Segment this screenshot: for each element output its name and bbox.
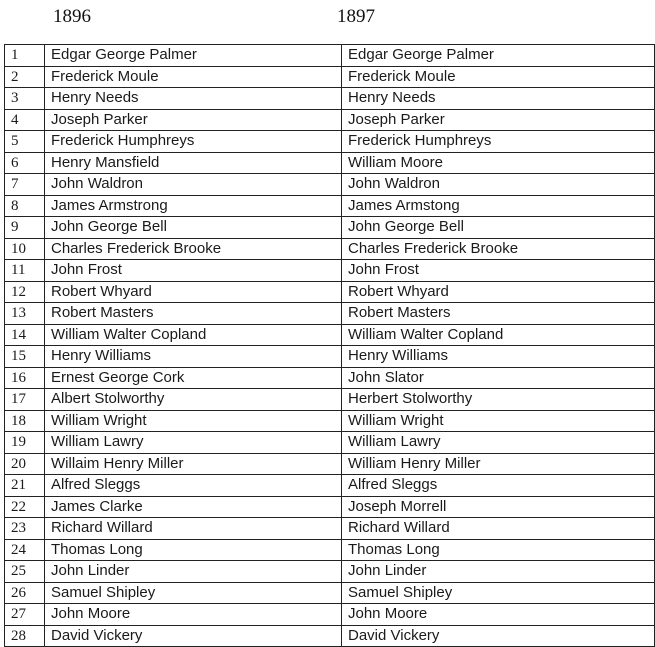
name-1897-cell: William Wright — [342, 410, 655, 432]
name-1896-cell: Alfred Sleggs — [45, 475, 342, 497]
name-1897-cell: Joseph Parker — [342, 109, 655, 131]
row-number-cell: 7 — [5, 174, 45, 196]
name-1896-cell: Robert Masters — [45, 303, 342, 325]
table-row — [5, 131, 655, 153]
name-1897-cell: John Linder — [342, 561, 655, 583]
name-1897-cell: John George Bell — [342, 217, 655, 239]
name-1896-cell: William Walter Copland — [45, 324, 342, 346]
name-1897-cell: Frederick Moule — [342, 66, 655, 88]
name-1897-cell: Alfred Sleggs — [342, 475, 655, 497]
table-row — [5, 195, 655, 217]
table-row — [5, 281, 655, 303]
table-row — [5, 260, 655, 282]
table-row — [5, 217, 655, 239]
name-1896-cell: James Armstrong — [45, 195, 342, 217]
name-1897-cell: John Frost — [342, 260, 655, 282]
name-1896-cell: John Linder — [45, 561, 342, 583]
name-1896-cell: Ernest George Cork — [45, 367, 342, 389]
row-number-cell: 28 — [5, 625, 45, 647]
row-number-cell: 16 — [5, 367, 45, 389]
name-1896-cell: James Clarke — [45, 496, 342, 518]
row-number-cell: 22 — [5, 496, 45, 518]
table-row — [5, 518, 655, 540]
name-1896-cell: Richard Willard — [45, 518, 342, 540]
name-1896-cell: William Wright — [45, 410, 342, 432]
name-1897-cell: John Waldron — [342, 174, 655, 196]
roster-table — [4, 44, 655, 647]
name-1897-cell: Samuel Shipley — [342, 582, 655, 604]
table-row — [5, 582, 655, 604]
row-number-cell: 17 — [5, 389, 45, 411]
table-row — [5, 625, 655, 647]
roster-table-body — [5, 45, 655, 647]
name-1896-cell: Thomas Long — [45, 539, 342, 561]
name-1897-cell: Frederick Humphreys — [342, 131, 655, 153]
row-number-cell: 4 — [5, 109, 45, 131]
name-1896-cell: Edgar George Palmer — [45, 45, 342, 67]
row-number-cell: 18 — [5, 410, 45, 432]
row-number-cell: 26 — [5, 582, 45, 604]
table-row — [5, 238, 655, 260]
table-row — [5, 496, 655, 518]
table-row — [5, 410, 655, 432]
column-heading-year-1: 1896 — [53, 6, 91, 27]
name-1896-cell: John Frost — [45, 260, 342, 282]
name-1897-cell: Henry Williams — [342, 346, 655, 368]
table-row — [5, 303, 655, 325]
row-number-cell: 15 — [5, 346, 45, 368]
name-1896-cell: Albert Stolworthy — [45, 389, 342, 411]
name-1896-cell: John Waldron — [45, 174, 342, 196]
table-row — [5, 88, 655, 110]
name-1897-cell: William Walter Copland — [342, 324, 655, 346]
name-1896-cell: William Lawry — [45, 432, 342, 454]
column-heading-year-2: 1897 — [337, 6, 375, 27]
row-number-cell: 14 — [5, 324, 45, 346]
row-number-cell: 8 — [5, 195, 45, 217]
row-number-cell: 3 — [5, 88, 45, 110]
table-row — [5, 604, 655, 626]
table-row — [5, 453, 655, 475]
name-1897-cell: Charles Frederick Brooke — [342, 238, 655, 260]
row-number-cell: 13 — [5, 303, 45, 325]
name-1896-cell: John Moore — [45, 604, 342, 626]
table-row — [5, 561, 655, 583]
name-1897-cell: David Vickery — [342, 625, 655, 647]
name-1896-cell: Frederick Humphreys — [45, 131, 342, 153]
name-1896-cell: Charles Frederick Brooke — [45, 238, 342, 260]
row-number-cell: 23 — [5, 518, 45, 540]
table-row — [5, 389, 655, 411]
name-1896-cell: John George Bell — [45, 217, 342, 239]
name-1897-cell: Edgar George Palmer — [342, 45, 655, 67]
row-number-cell: 6 — [5, 152, 45, 174]
row-number-cell: 9 — [5, 217, 45, 239]
name-1896-cell: Robert Whyard — [45, 281, 342, 303]
name-1897-cell: Joseph Morrell — [342, 496, 655, 518]
table-row — [5, 174, 655, 196]
name-1897-cell: William Henry Miller — [342, 453, 655, 475]
row-number-cell: 12 — [5, 281, 45, 303]
row-number-cell: 11 — [5, 260, 45, 282]
name-1896-cell: Henry Needs — [45, 88, 342, 110]
name-1897-cell: Richard Willard — [342, 518, 655, 540]
row-number-cell: 2 — [5, 66, 45, 88]
name-1897-cell: Robert Whyard — [342, 281, 655, 303]
name-1897-cell: William Lawry — [342, 432, 655, 454]
name-1896-cell: Willaim Henry Miller — [45, 453, 342, 475]
table-row — [5, 324, 655, 346]
name-1896-cell: Frederick Moule — [45, 66, 342, 88]
name-1896-cell: David Vickery — [45, 625, 342, 647]
name-1897-cell: Henry Needs — [342, 88, 655, 110]
name-1897-cell: John Moore — [342, 604, 655, 626]
table-row — [5, 45, 655, 67]
name-1897-cell: William Moore — [342, 152, 655, 174]
table-row — [5, 432, 655, 454]
table-row — [5, 475, 655, 497]
table-row — [5, 152, 655, 174]
name-1896-cell: Henry Mansfield — [45, 152, 342, 174]
table-row — [5, 367, 655, 389]
name-1896-cell: Samuel Shipley — [45, 582, 342, 604]
table-row — [5, 66, 655, 88]
name-1896-cell: Henry Williams — [45, 346, 342, 368]
table-row — [5, 346, 655, 368]
name-1897-cell: Thomas Long — [342, 539, 655, 561]
row-number-cell: 27 — [5, 604, 45, 626]
table-row — [5, 539, 655, 561]
row-number-cell: 5 — [5, 131, 45, 153]
row-number-cell: 1 — [5, 45, 45, 67]
name-1897-cell: John Slator — [342, 367, 655, 389]
table-row — [5, 109, 655, 131]
row-number-cell: 19 — [5, 432, 45, 454]
row-number-cell: 10 — [5, 238, 45, 260]
row-number-cell: 25 — [5, 561, 45, 583]
row-number-cell: 24 — [5, 539, 45, 561]
name-1897-cell: Herbert Stolworthy — [342, 389, 655, 411]
name-1897-cell: Robert Masters — [342, 303, 655, 325]
name-1896-cell: Joseph Parker — [45, 109, 342, 131]
row-number-cell: 21 — [5, 475, 45, 497]
name-1897-cell: James Armstong — [342, 195, 655, 217]
row-number-cell: 20 — [5, 453, 45, 475]
